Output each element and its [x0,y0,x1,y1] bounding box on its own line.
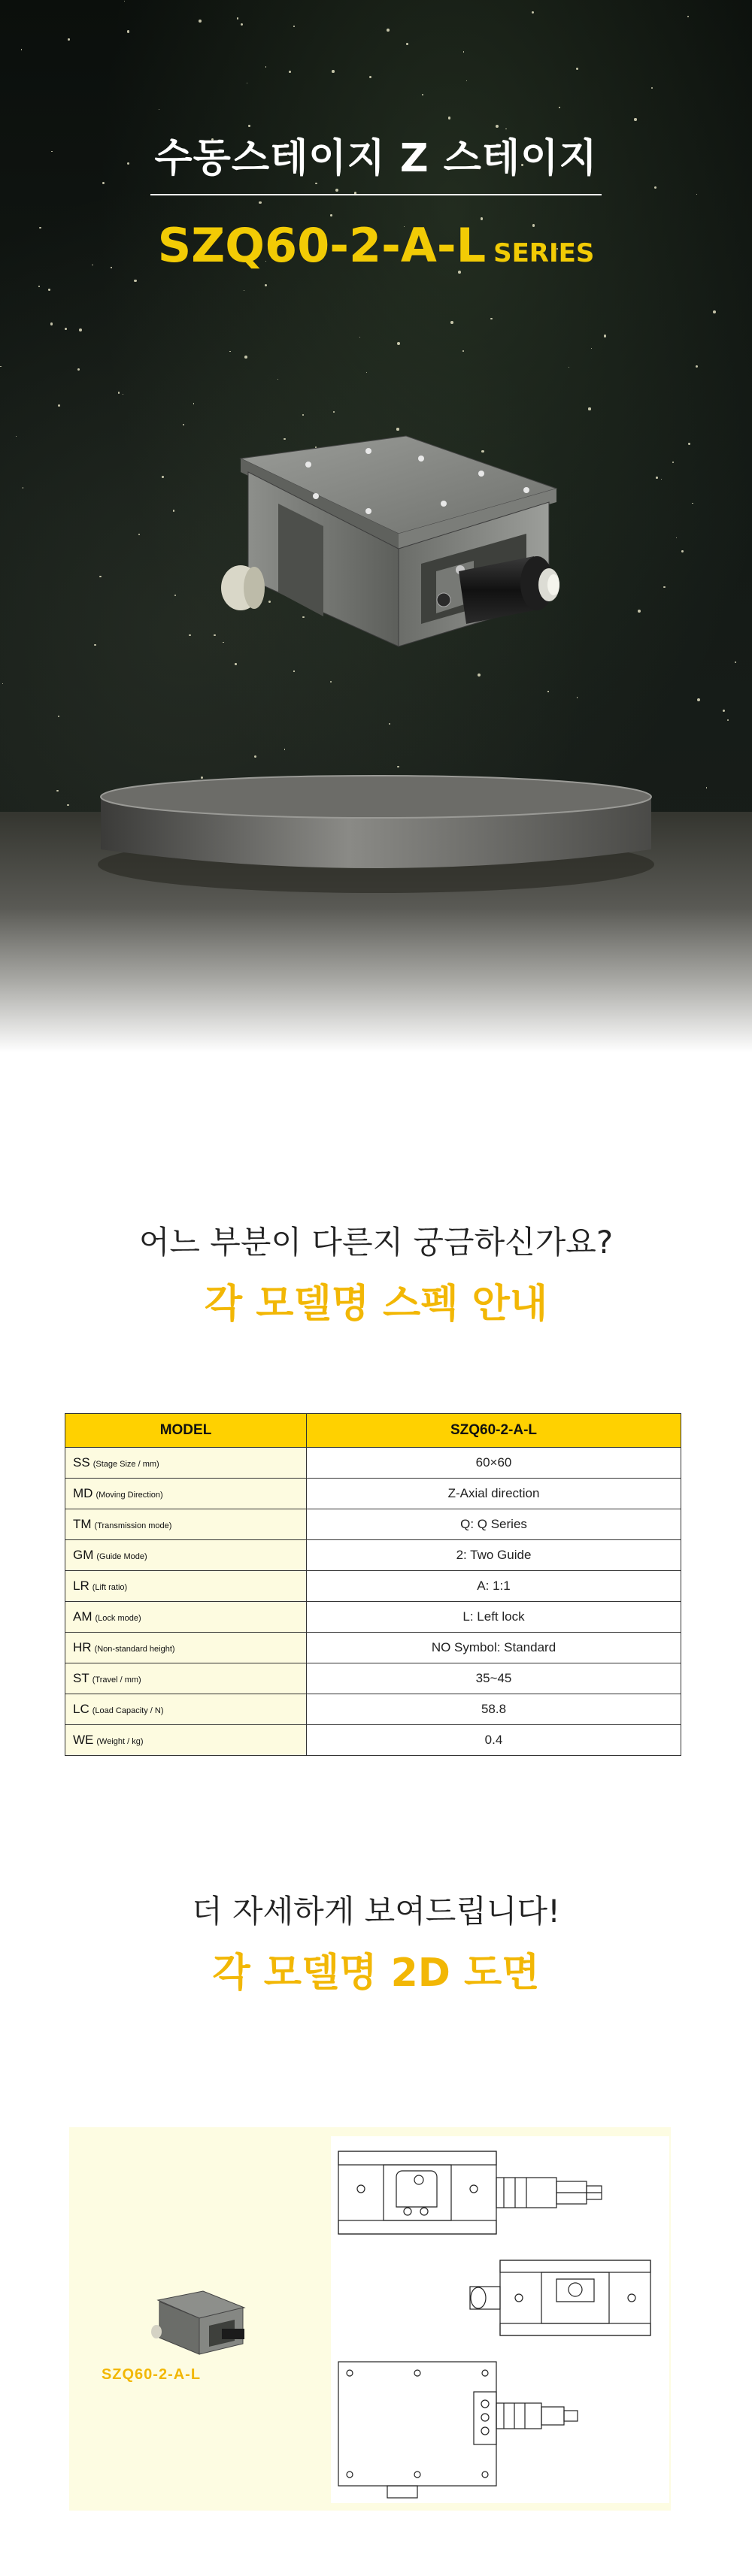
star-dot [134,280,136,282]
spec-row-value: Z-Axial direction [307,1479,681,1509]
star-dot [697,698,700,701]
star-dot [681,550,683,552]
star-dot [576,68,578,70]
star-dot [99,576,102,578]
spec-row-value: L: Left lock [307,1602,681,1633]
star-dot [462,350,464,352]
star-dot [38,286,40,287]
spec-row-value: 58.8 [307,1694,681,1725]
spec-question: 어느 부분이 다른지 궁금하신가요? [138,1224,614,1261]
star-dot [532,11,534,14]
spec-table-row [65,1694,681,1725]
star-dot [359,337,360,338]
spec-table-row [65,1540,681,1571]
star-dot [397,766,399,768]
star-dot [369,76,371,78]
spec-abbr: LC [73,1702,89,1716]
star-dot [124,1,125,2]
spec-row-label [65,1571,307,1602]
star-dot [713,310,716,313]
pedestal-image [90,774,662,894]
star-dot [229,351,230,352]
hero-divider [150,194,602,195]
spec-row-label [65,1540,307,1571]
star-dot [118,392,120,393]
star-dot [94,644,96,646]
spec-table-row [65,1571,681,1602]
star-dot [265,284,267,286]
star-dot [638,610,641,613]
star-dot [450,321,453,324]
star-dot [214,634,215,636]
star-dot [389,723,390,725]
spec-abbr: MD [73,1486,93,1500]
spec-table-row [65,1633,681,1663]
technical-drawing-svg [331,2136,669,2503]
spec-row-value: 60×60 [307,1448,681,1479]
star-dot [604,334,607,338]
spec-row-value: A: 1:1 [307,1571,681,1602]
star-dot [189,634,190,636]
spec-abbr: HR [73,1640,92,1654]
spec-full-name: (Guide Mode) [96,1552,147,1561]
star-dot [330,214,332,216]
star-dot [661,479,662,480]
star-dot [696,194,697,195]
star-dot [688,443,690,445]
spec-row-label [65,1633,307,1663]
spec-full-name: (Stage Size / mm) [92,1460,159,1469]
star-dot [21,49,23,50]
spec-row-value: Q: Q Series [307,1509,681,1540]
star-dot [422,94,423,95]
spec-row-value: 35~45 [307,1663,681,1694]
spec-row-label [65,1448,307,1479]
star-dot [406,43,408,45]
spec-heading: 각 모델명 스펙 안내 [204,1282,548,1327]
star-dot [183,424,184,425]
star-dot [56,790,58,792]
star-dot [58,404,60,407]
drawing-section-header [0,1887,752,1997]
spec-row-value: 2: Two Guide [307,1540,681,1571]
star-dot [138,534,140,535]
star-dot [366,372,367,373]
star-dot [463,51,465,53]
spec-table-body [65,1448,681,1756]
star-dot [577,697,578,698]
header-model-value: SZQ60-2-A-L [307,1414,681,1448]
star-dot [77,368,80,371]
star-dot [48,289,50,290]
spec-row-label [65,1509,307,1540]
spec-abbr: SS [73,1455,90,1470]
star-dot [302,414,304,416]
star-dot [692,503,693,504]
hero-banner [0,0,752,1052]
star-dot [162,476,164,478]
drawing-question: 더 자세하게 보여드립니다! [192,1893,560,1930]
spec-table-row [65,1602,681,1633]
star-dot [654,186,656,189]
star-dot [727,719,729,721]
star-dot [259,201,262,204]
spec-row-value: NO Symbol: Standard [307,1633,681,1663]
star-dot [265,66,266,67]
spec-abbr: TM [73,1517,92,1531]
spec-row-label [65,1602,307,1633]
star-dot [466,80,467,81]
star-dot [651,87,653,89]
star-dot [67,804,68,806]
star-dot [289,71,291,73]
star-dot [199,20,202,23]
star-dot [193,403,194,404]
series-suffix: SERIES [493,238,595,268]
star-dot [315,183,317,184]
product-image [218,421,564,692]
star-dot [16,436,17,437]
spec-abbr: AM [73,1609,92,1624]
star-dot [735,661,736,663]
spec-abbr: GM [73,1548,94,1562]
star-dot [23,487,24,489]
star-dot [490,318,493,320]
spec-abbr: ST [73,1671,89,1685]
star-dot [591,348,592,349]
star-dot [333,411,335,413]
spec-full-name: (Load Capacity / N) [92,1706,164,1715]
technical-drawing [331,2136,669,2503]
star-dot [173,510,174,511]
spec-row-label [65,1663,307,1694]
spec-row-label [65,1725,307,1756]
star-dot [559,107,560,108]
star-dot [634,118,636,120]
star-dot [687,16,690,18]
spec-section-header [0,1218,752,1328]
star-dot [672,462,674,463]
spec-table [65,1413,681,1756]
spec-full-name: (Moving Direction) [96,1491,163,1500]
spec-abbr: LR [73,1579,89,1593]
spec-full-name: (Weight / kg) [96,1737,144,1746]
star-dot [65,328,67,330]
star-dot [277,379,278,380]
spec-row-label [65,1694,307,1725]
star-dot [0,366,2,368]
spec-table-row [65,1509,681,1540]
spec-table-row [65,1479,681,1509]
star-dot [174,595,176,596]
spec-abbr: WE [73,1733,94,1747]
product-thumbnail [150,2285,248,2368]
star-dot [723,710,725,712]
spec-full-name: (Lock mode) [95,1614,141,1623]
star-dot [676,537,677,538]
header-model: MODEL [65,1414,307,1448]
spec-table-row [65,1448,681,1479]
spec-table-row [65,1725,681,1756]
spec-full-name: (Lift ratio) [92,1583,128,1592]
spec-full-name: (Non-standard height) [94,1645,175,1654]
star-dot [696,365,698,368]
star-dot [397,342,400,345]
star-dot [79,328,82,331]
drawing-heading: 각 모델명 2D 도면 [212,1951,540,1996]
star-dot [237,17,239,20]
star-dot [293,26,295,27]
star-dot [335,189,338,192]
star-dot [254,755,256,758]
spec-full-name: (Travel / mm) [92,1675,141,1685]
spec-full-name: (Transmission mode) [94,1521,172,1530]
star-dot [387,29,390,32]
star-dot [241,23,243,26]
star-dot [332,70,335,73]
hero-title: 수동스테이지 Z 스테이지 [154,136,598,181]
star-dot [244,356,247,359]
spec-table-header [65,1414,681,1448]
spec-table-row [65,1663,681,1694]
star-dot [2,683,4,685]
drawing-model-label: SZQ60-2-A-L [101,2366,202,2383]
spec-row-value: 0.4 [307,1725,681,1756]
spec-row-label [65,1479,307,1509]
star-dot [706,787,707,788]
hero-series [0,218,752,273]
star-dot [448,117,451,120]
star-dot [588,407,590,410]
star-dot [127,30,129,32]
star-dot [50,322,53,325]
star-dot [663,586,665,588]
star-dot [656,477,657,478]
series-code: SZQ60-2-A-L [157,218,487,273]
star-dot [58,716,59,717]
star-dot [68,38,69,40]
